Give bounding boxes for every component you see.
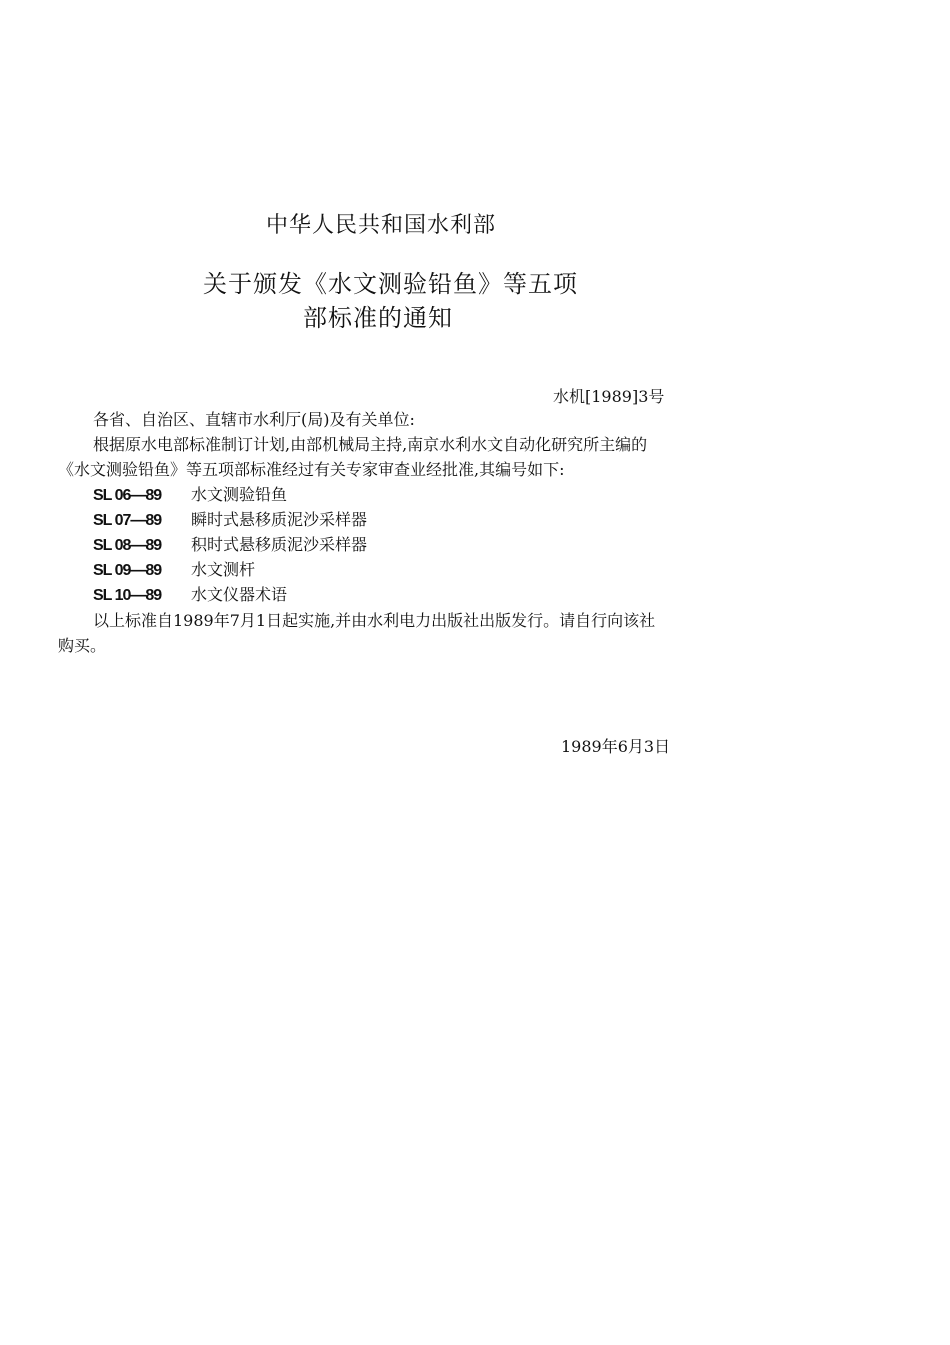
standard-name: 瞬时式悬移质泥沙采样器 — [191, 510, 368, 529]
standard-item — [93, 532, 367, 558]
issuing-organization: 中华人民共和国水利部 — [266, 213, 497, 238]
standard-name: 积时式悬移质泥沙采样器 — [191, 535, 368, 554]
addressee: 各省、自治区、直辖市水利厅(局)及有关单位: — [93, 410, 415, 429]
notice-title-line-2: 部标准的通知 — [303, 304, 453, 332]
document-number: 水机[1989]3号 — [553, 387, 665, 406]
standard-item — [93, 482, 287, 508]
standard-item — [93, 557, 255, 583]
standard-code: SL 07—89 — [93, 512, 162, 529]
standard-name: 水文测杆 — [191, 560, 256, 579]
issue-date: 1989年6月3日 — [561, 737, 671, 756]
standard-name: 水文仪器术语 — [191, 585, 288, 604]
body-paragraph-line-1: 根据原水电部标准制订计划,由部机械局主持,南京水利水文自动化研究所主编的 — [93, 435, 648, 454]
implementation-line-2: 购买。 — [58, 636, 107, 655]
standard-code: SL 06—89 — [93, 487, 162, 504]
implementation-line-1: 以上标准自1989年7月1日起实施,并由水利电力出版社出版发行。请自行向该社 — [93, 611, 656, 630]
standard-code: SL 10—89 — [93, 587, 162, 604]
body-paragraph-line-2: 《水文测验铅鱼》等五项部标准经过有关专家审查业经批准,其编号如下: — [58, 460, 565, 479]
standard-item — [93, 507, 367, 533]
notice-title-line-1: 关于颁发《水文测验铅鱼》等五项 — [203, 270, 578, 298]
standard-name: 水文测验铅鱼 — [191, 485, 288, 504]
standard-item — [93, 582, 287, 608]
standard-code: SL 08—89 — [93, 537, 162, 554]
standard-code: SL 09—89 — [93, 562, 162, 579]
